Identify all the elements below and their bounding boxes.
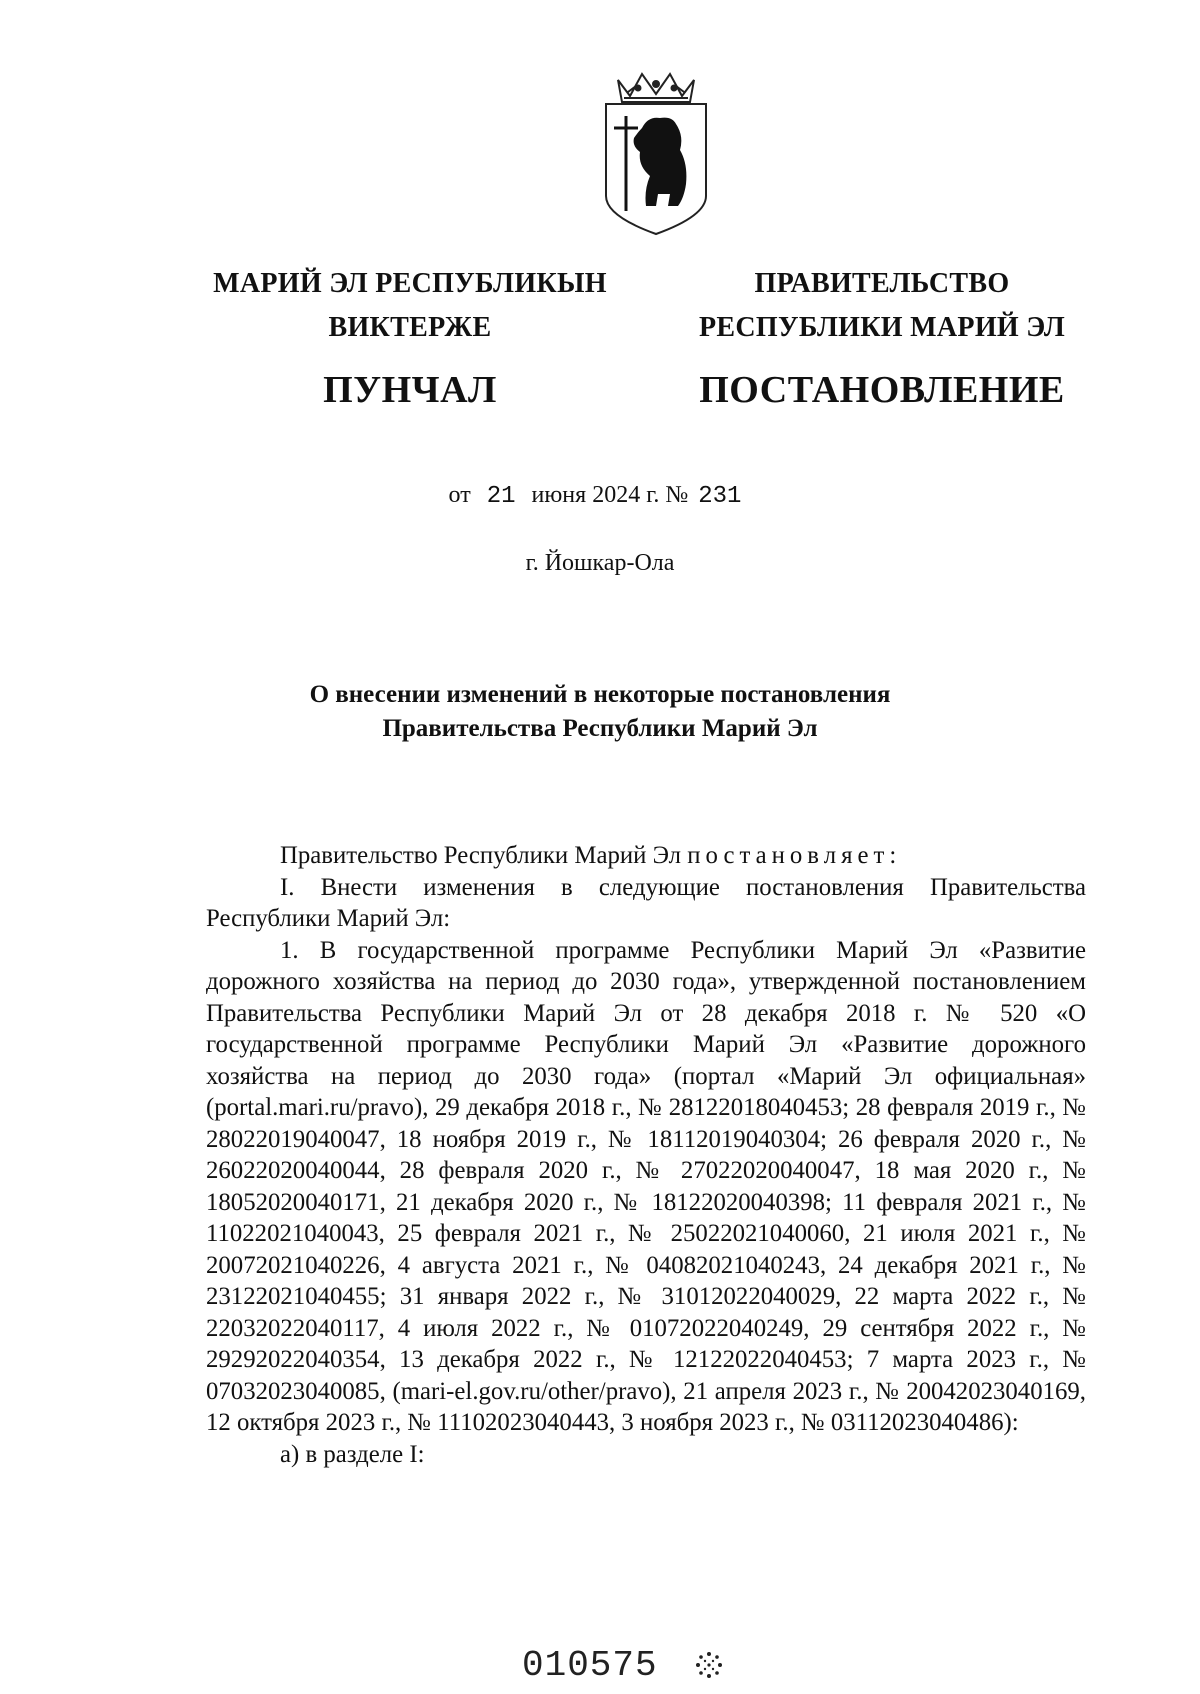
crown-icon (618, 74, 694, 102)
intro-resolves: постановляет: (687, 842, 902, 869)
item-I-paragraph: I. Внести изменения в следующие постановления Правительства Республики Марий Эл: (206, 873, 1086, 932)
coat-of-arms-emblem (598, 66, 714, 236)
item-a-paragraph: а) в разделе I: (280, 1440, 425, 1468)
document-body (206, 840, 1086, 1470)
dateline-number: 231 (698, 483, 742, 510)
header-left-line2: ВИКТЕРЖЕ (328, 312, 492, 343)
intro-text: Правительство Республики Марий Эл (280, 842, 688, 869)
intro-paragraph (206, 840, 1086, 872)
header-right (672, 262, 1092, 416)
title-line2: Правительства Республики Марий Эл (382, 715, 818, 742)
dateline-prefix: от (448, 482, 471, 508)
header-left-doc-type: ПУНЧАЛ (323, 369, 497, 411)
document-dateline (0, 482, 1200, 510)
asterisk-mark-icon (694, 1650, 724, 1680)
footer-serial: 010575 (522, 1645, 658, 1686)
header-right-line2: РЕСПУБЛИКИ МАРИЙ ЭЛ (699, 312, 1065, 343)
header-right-line1: ПРАВИТЕЛЬСТВО (754, 268, 1010, 299)
item-1-paragraph: 1. В государственной программе Республики Марий Эл «Развитие дорожного хозяйства на период до 2030 года», утвержденной постановлением Правительства Республики Марий Эл от 28 декабря 2018 г. № 520 «О государственной программе Республики Марий Эл «Развитие дорожного хозяйства на период до 2030 года» (портал «Марий Эл официальная» (portal.mari.ru/pravo), 29 декабря 2018 г., № 28122018040453; 28 февраля 2019 г., № 28022019040047, 18 ноября 2019 г., № 18112019040304; 26 февраля 2020 г., № 26022020040044, 28 февраля 2020 г., № 27022020040047, 18 мая 2020 г., № 18052020040171, 21 декабря 2020 г., № 18122020040398; 11 февраля 2021 г., № 11022021040043, 25 февраля 2021 г., № 25022021040060, 21 июля 2021 г., № 20072021040226, 4 августа 2021 г., № 04082021040243, 24 декабря 2021 г., № 23122021040455; 31 января 2022 г., № 31012022040029, 22 марта 2022 г., № 22032022040117, 4 июля 2022 г., № 01072022040249, 29 сентября 2022 г., № 29292022040354, 13 декабря 2022 г., № 12122022040453; 7 марта 2023 г., № 07032023040085, (mari-el.gov.ru/other/pravo), 21 апреля 2023 г., № 20042023040169, 12 октября 2023 г., № 11102023040443, 3 ноября 2023 г., № 03112023040486): (206, 936, 1086, 1436)
document-title (0, 678, 1200, 746)
document-city: г. Йошкар-Ола (525, 550, 675, 576)
header-left-line1: МАРИЙ ЭЛ РЕСПУБЛИКЫН (213, 268, 607, 299)
header-right-doc-type: ПОСТАНОВЛЕНИЕ (699, 369, 1065, 411)
dateline-day: 21 (486, 483, 516, 510)
title-line1: О внесении изменений в некоторые постановления (309, 681, 891, 708)
dateline-month-year: июня 2024 г. № (531, 482, 689, 508)
header-left (190, 262, 630, 416)
